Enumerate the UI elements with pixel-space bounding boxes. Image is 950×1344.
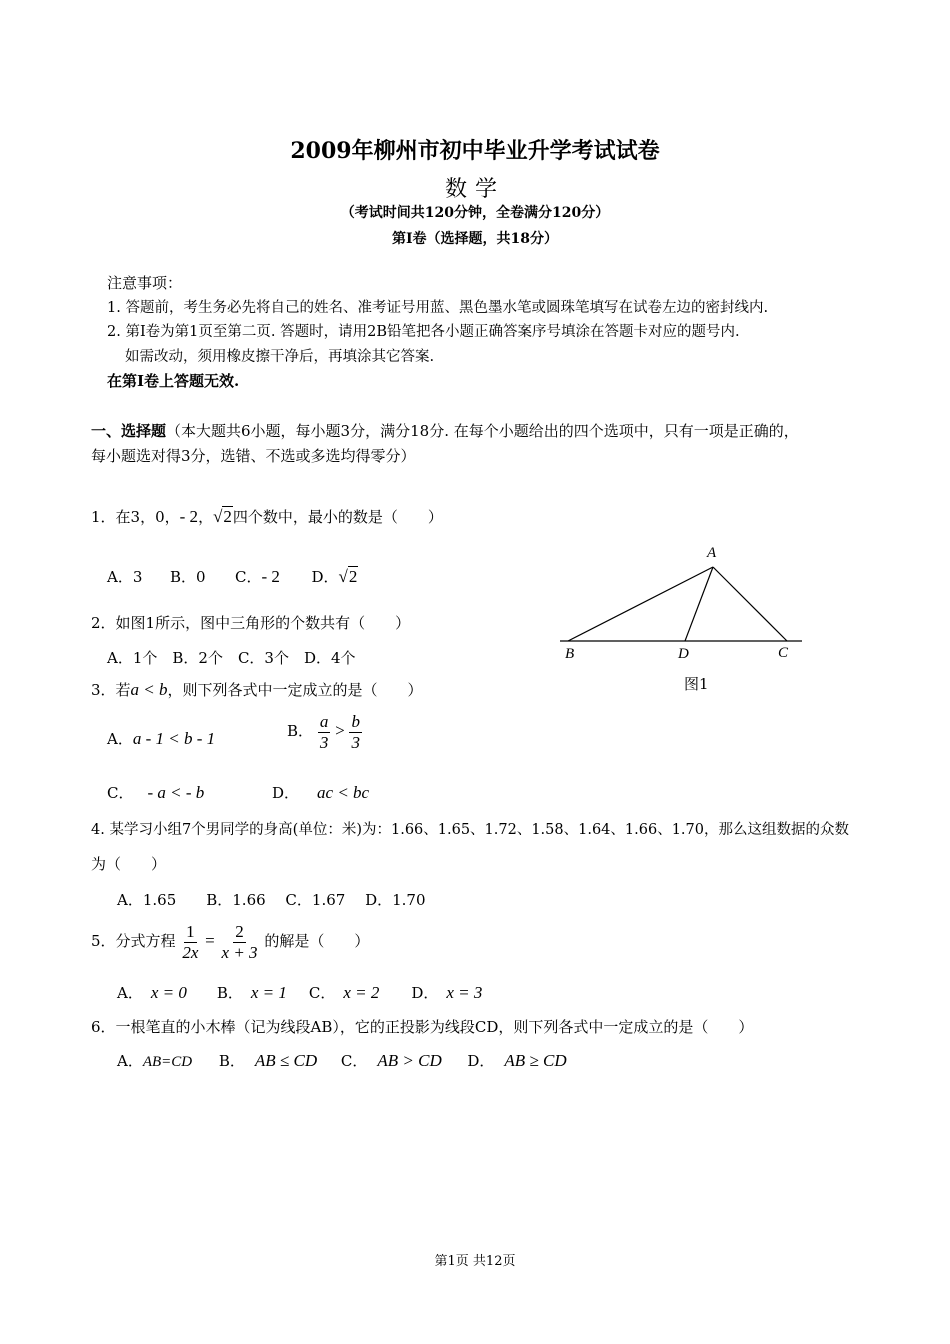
figure-label-c: C — [778, 645, 789, 661]
question-2: 2．如图1所示，图中三角形的个数共有（ ） — [91, 614, 411, 632]
q3-option-d — [272, 782, 369, 803]
exam-title: 2009年柳州市初中毕业升学考试试卷 — [290, 138, 660, 164]
q1-sqrt: √2 — [213, 507, 232, 526]
figure-segment-ad — [685, 567, 713, 641]
q5-den-2: x + 3 — [221, 942, 258, 962]
part-title: 第Ⅰ卷（选择题，共18分） — [391, 231, 559, 247]
q5-option-c-label: C． — [308, 984, 336, 1002]
notice-item-2: 2. 第Ⅰ卷为第1页至第二页. 答题时，请用2B铅笔把各小题正确答案序号填涂在答题卡对应的题号内. — [107, 324, 740, 340]
q3-option-b-frac-1 — [318, 712, 331, 752]
q6-option-a-expr: AB=CD — [142, 1054, 193, 1070]
q3-condition: a < b — [130, 680, 168, 699]
q1-option-d-arg: 2 — [348, 567, 358, 586]
q1-option-d-sqrt: √2 — [338, 567, 358, 586]
question-4-line-1: 4. 某学习小组7个男同学的身高(单位：米)为：1.66、1.65、1.72、1.58、1.64、1.66、1.70，那么这组数据的众数 — [91, 822, 849, 838]
q3-option-a-label: A． — [107, 730, 133, 748]
q4-options: A．1.65 B．1.66 C．1.67 D．1.70 — [117, 891, 426, 909]
q3-option-c — [107, 782, 204, 803]
q3-b-num-1: a — [319, 712, 329, 731]
q6-option-d-expr: AB ≥ CD — [504, 1051, 567, 1070]
q1-option-b: B．0 — [170, 568, 206, 586]
q1-sqrt-arg: 2 — [223, 507, 232, 526]
section-label: 一、选择题 — [91, 422, 167, 440]
q3-option-d-label: D． — [272, 784, 300, 802]
q5-option-a-expr: x = 0 — [150, 983, 187, 1002]
q6-options — [117, 1050, 567, 1071]
q1-options — [107, 566, 358, 587]
q5-equals: = — [205, 931, 215, 951]
question-4-line-2: 为（ ） — [91, 855, 167, 873]
q3-suffix: ，则下列各式中一定成立的是（ ） — [167, 681, 423, 699]
section-desc-1: （本大题共6小题，每小题3分，满分18分. 在每个小题给出的四个选项中，只有一项是正确的， — [166, 422, 799, 440]
q3-b-operator: > — [335, 721, 345, 741]
exam-subject: 数学 — [444, 177, 505, 202]
q5-num-2: 2 — [235, 922, 244, 941]
notice-heading: 注意事项： — [107, 274, 183, 292]
question-3 — [91, 679, 423, 700]
q5-options — [117, 982, 482, 1003]
q3-option-a — [107, 728, 215, 749]
q3-option-b — [287, 712, 362, 752]
q5-option-d-expr: x = 3 — [446, 983, 483, 1002]
q5-option-d-label: D． — [411, 984, 439, 1002]
q1-option-c-value: - 2 — [261, 567, 280, 586]
q3-option-a-expr: a - 1 < b - 1 — [132, 729, 216, 748]
question-6: 6．一根笔直的小木棒（记为线段AB），它的正投影为线段CD，则下列各式中一定成立的是（ ） — [91, 1018, 754, 1036]
q5-num-1: 1 — [186, 922, 195, 941]
notice-item-3: 如需改动，须用橡皮擦干净后，再填涂其它答案. — [125, 349, 435, 365]
figure-label-b: B — [565, 646, 575, 662]
q5-frac-2 — [220, 922, 260, 962]
q3-b-den-1: 3 — [319, 732, 329, 752]
notice-item-1: 1. 答题前，考生务必先将自己的姓名、准考证号用蓝、黑色墨水笔或圆珠笔填写在试卷左边的密封线内. — [107, 300, 769, 316]
q5-option-b-expr: x = 1 — [250, 983, 287, 1002]
q3-option-d-expr: ac < bc — [317, 783, 370, 802]
figure-caption: 图1 — [684, 675, 709, 693]
notice-warning: 在第Ⅰ卷上答题无效. — [107, 372, 240, 390]
exam-time-note: （考试时间共120分钟，全卷满分120分） — [340, 205, 610, 221]
q3-prefix: 3．若 — [91, 681, 131, 699]
figure-1-triangle — [550, 538, 820, 698]
q3-option-c-expr: - a < - b — [147, 783, 205, 802]
q1-sep: ， — [198, 508, 214, 526]
q3-option-c-label: C． — [107, 784, 134, 802]
q5-frac-1 — [180, 922, 200, 962]
question-5 — [91, 922, 369, 962]
q6-option-d-label: D． — [467, 1052, 495, 1070]
q5-den-1: 2x — [182, 942, 199, 962]
q1-suffix: 四个数中，最小的数是（ ） — [232, 508, 443, 526]
q5-option-a-label: A． — [117, 984, 143, 1002]
section-header — [91, 420, 799, 441]
figure-label-a: A — [707, 545, 717, 561]
q5-option-c-expr: x = 2 — [343, 983, 380, 1002]
q3-b-num-2: b — [351, 712, 360, 731]
q6-option-c-label: C． — [340, 1052, 368, 1070]
figure-label-d: D — [678, 646, 689, 662]
figure-side-ac — [713, 567, 787, 641]
q6-option-c-expr: AB > CD — [377, 1051, 442, 1070]
q1-option-d-label: D． — [311, 568, 339, 586]
figure-side-ab — [568, 567, 713, 641]
q5-prefix: 5．分式方程 — [91, 932, 176, 951]
q1-option-c-label: C． — [235, 568, 262, 586]
q2-options: A．1个 B．2个 C．3个 D．4个 — [107, 649, 356, 667]
q3-b-den-2: 3 — [351, 732, 360, 752]
q5-suffix: 的解是（ ） — [264, 932, 370, 951]
q1-prefix: 1．在3，0， — [91, 508, 180, 526]
q6-option-b-expr: AB ≤ CD — [254, 1051, 318, 1070]
q6-option-b-label: B． — [218, 1052, 245, 1070]
page-footer: 第1页 共12页 — [434, 1254, 516, 1269]
q3-option-b-frac-2 — [349, 712, 362, 752]
q1-neg2: - 2 — [179, 507, 199, 526]
q6-option-a-label: A． — [117, 1052, 143, 1070]
q1-option-a: A．3 — [107, 568, 143, 586]
question-1 — [91, 506, 443, 527]
q3-option-b-label: B． — [287, 722, 314, 741]
section-desc-2: 每小题选对得3分，选错、不选或多选均得零分） — [91, 447, 416, 465]
q5-option-b-label: B． — [216, 984, 243, 1002]
